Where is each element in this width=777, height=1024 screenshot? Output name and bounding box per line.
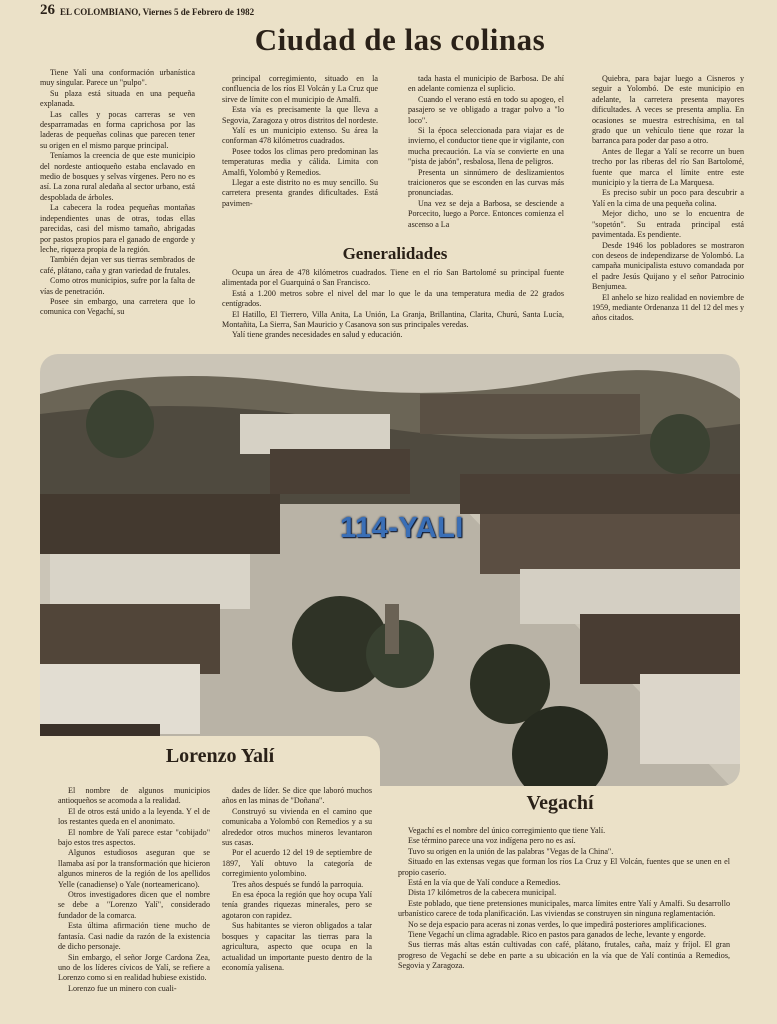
paragraph: Sus habitantes se vieron obligados a talar bosques y capacitar las tierras para la agricultura, aspecto que ocupa en la actualidad un importante puesto dentro de la economía yalisena. (222, 921, 372, 972)
paragraph: Desde 1946 los pobladores se mostraron con deseos de independizarse de Yolombó. La campaña municipalista estuvo comandada por el padre Jesús Quijano y el señor Patrocinio Benjumea. (592, 240, 744, 292)
paragraph: Una vez se deja a Barbosa, se desciende a Porcecito, luego a Porce. Entonces comienza el ascenso a La (408, 198, 564, 229)
paragraph: Tiene Yalí una conformación urbanística muy singular. Parece un "pulpo". (40, 68, 195, 88)
paragraph: tada hasta el municipio de Barbosa. De ahí en adelante comienza el suplicio. (408, 74, 564, 94)
paragraph: Tiene Vegachí un clima agradable. Rico en pastos para ganados de leche, levante y engorde. (408, 930, 706, 940)
paragraph: Yalí tiene grandes necesidades en salud y educación. (232, 330, 403, 340)
paragraph: El nombre de algunos municipios antioqueños se acomoda a la realidad. (58, 786, 210, 806)
paragraph: En esa época la región que hoy ocupa Yalí tenía grandes riquezas minerales, pero se agotaron con rapidez. (222, 890, 372, 920)
generalidades-text (222, 268, 564, 350)
masthead: EL COLOMBIANO, Viernes 5 de Febrero de 1982 (60, 7, 255, 17)
paragraph: Mejor dicho, uno se lo encuentra de "sopetón". Su entrada principal está pavimentada. Es pendiente. (592, 209, 744, 240)
paragraph: El anhelo se hizo realidad en noviembre de 1959, mediante Ordenanza 11 del 12 del mes y años citados. (592, 292, 744, 323)
paragraph: Ocupa un área de 478 kilómetros cuadrados. Tiene en el río San Bartolomé su principal fuente alimentada por el Guarquiná o San Francisco. (222, 268, 564, 288)
paragraph: El de otros está unido a la leyenda. Y el de los restantes queda en el anonimato. (58, 806, 210, 827)
article-column-1 (40, 68, 195, 350)
vegachi-title: Vegachí (526, 792, 594, 814)
paragraph: Dista 17 kilómetros de la cabecera municipal. (408, 888, 557, 898)
paragraph: Esta vía es precisamente la que lleva a Segovia, Zaragoza y otros distritos del nordeste. (222, 105, 378, 125)
paragraph: Como otros municipios, sufre por la falta de vías de penetración. (40, 276, 195, 296)
paragraph: Teníamos la creencia de que este municipio del nordeste antioqueño estaba enclavado en medio de bosques y selvas vírgenes. Pero no es así. La zona rural aledaña al sector urbano, está despoblada de árboles. (40, 151, 195, 202)
paragraph: Cuando el verano está en todo su apogeo, el pasajero se ve obligado a tragar polvo a "lo loco". (408, 94, 564, 125)
paragraph: dades de líder. Se dice que laboró muchos años en las minas de "Doñana". (222, 786, 372, 806)
article-column-4 (592, 74, 744, 350)
paragraph: Está a 1.200 metros sobre el nivel del mar lo que le da una temperatura media de 22 grados centígrados. (222, 288, 564, 309)
paragraph: Si la época seleccionada para viajar es de invierno, el conductor tiene que ir vigilante, con mucha precaución. La vía se convierte en una "pista de jabón", resbalosa, llena de peligros. (408, 126, 564, 167)
paragraph: Esta última afirmación tiene mucho de fantasía. Casi nadie da razón de la existencia de dicho personaje. (58, 921, 210, 952)
article-column-2 (222, 74, 378, 238)
paragraph: principal corregimiento, situado en la confluencia de los ríos El Volcán y La Cruz que sirve de límite con el municipio de Amalfi. (222, 74, 378, 104)
paragraph: Sus tierras más altas están cultivadas con café, plátano, frutales, caña, maíz y fríjol. El gran progreso de Vegachí se debe en parte a su ubicación en la vía que de Yalí continúa a Remedios, Segovia y Zaragoza. (398, 940, 730, 971)
photo-label: 114-YALI (340, 512, 464, 544)
paragraph: Tres años después se fundó la parroquia. (232, 879, 364, 889)
paragraph: Ese término parece una voz indígena pero no es así. (408, 836, 576, 846)
paragraph: Quiebra, para bajar luego a Cisneros y seguir a Yolombó. De este municipio en adelante, la carretera presenta mayores dificultades. A veces se presenta amplia. En ocasiones se muestra estrechísima, en tal grado que un vehículo tiene que rozar la barranca para poder dar paso a otro. (592, 74, 744, 146)
page-number: 26 (40, 2, 55, 18)
paragraph: Por el acuerdo 12 del 19 de septiembre de 1897, Yalí obtuvo la categoría de corregimiento yolombino. (222, 848, 372, 879)
paragraph: Presenta un sinnúmero de deslizamientos traicioneros que se esconden en las curvas más pronunciadas. (408, 167, 564, 198)
paragraph: El Hatillo, El Tierrero, Villa Anita, La Unión, La Granja, Brillantina, Clarita, Churú, Santa Lucía, Montañita, La Sierra, San Mauricio y Casanova son sus principales veredas. (222, 309, 564, 330)
paragraph: Otros investigadores dicen que el nombre se debe a "Lorenzo Yalí", considerado fundador de la comarca. (58, 890, 210, 920)
paragraph: Llegar a este distrito no es muy sencillo. Su carretera presenta grandes dificultades. Está pavimen- (222, 178, 378, 208)
lorenzo-column-b (222, 786, 372, 1020)
lorenzo-column-a (58, 786, 210, 1020)
paragraph: Sin embargo, el señor Jorge Cardona Zea, uno de los líderes cívicos de Yalí, se refiere a Lorenzo como si en realidad hubiese existido. (58, 952, 210, 983)
paragraph: Tuvo su origen en la unión de las palabras "Vegas de la China". (408, 846, 614, 856)
article-column-3 (408, 74, 564, 238)
paragraph: Yalí es un municipio extenso. Su área la conforman 478 kilómetros cuadrados. (222, 126, 378, 146)
paragraph: Posee sin embargo, una carretera que lo comunica con Vegachí, su (40, 296, 195, 317)
generalidades-title: Generalidades (342, 244, 448, 263)
paragraph: Posee todos los climas pero predominan las temperaturas media y cálida. Limita con Amalfi, Yolombó y Remedios. (222, 146, 378, 177)
paragraph: También dejan ver sus tierras sembrados de café, plátano, caña y gran variedad de frutales. (40, 255, 195, 275)
paragraph: Este poblado, que tiene pretensiones municipales, marca límites entre Yalí y Amalfi. Su desarrollo urbanístico carece de toda planificación. Las viviendas se construyen sin ninguna reglamentación. (398, 898, 730, 919)
lorenzo-title: Lorenzo Yalí (165, 745, 275, 767)
town-photo (40, 354, 740, 786)
paragraph: Situado en las extensas vegas que forman los ríos La Cruz y El Volcán, fuentes que se unen en el propio caserío. (398, 857, 730, 877)
paragraph: Las calles y pocas carreras se ven desparramadas en forma caprichosa por las laderas de pequeñas colinas que parecen tener su origen en el mismo parque principal. (40, 109, 195, 150)
paragraph: Está en la vía que de Yalí conduce a Remedios. (408, 878, 561, 888)
paragraph: Lorenzo fue un minero con cuali- (68, 983, 177, 993)
paragraph: El nombre de Yalí parece estar "cobijado" bajo estos tres aspectos. (58, 827, 210, 848)
paragraph: Algunos estudiosos aseguran que se llamaba así por la transformación que hicieron algunos mineros de la región de los apellidos Yelle (canadiense) o Yale (norteamericano). (58, 848, 210, 889)
paragraph: Antes de llegar a Yalí se recorre un buen trecho por las riberas del río San Bartolomé, fuente que marca el límite entre este municipio y la tierra de La Marquesa. (592, 146, 744, 188)
vegachi-text (398, 826, 730, 1020)
headline: Ciudad de las colinas (254, 22, 546, 57)
paragraph: La cabecera la rodea pequeñas montañas independientes unas de otras, todas ellas parecidas, casi del mismo tamaño, abrigadas por pastos propios para el ganado de engorde y leche, riqueza propia de la región. (40, 203, 195, 254)
paragraph: Vegachí es el nombre del único corregimiento que tiene Yalí. (408, 826, 606, 835)
paragraph: No se deja espacio para aceras ni zonas verdes, lo que impedirá posteriores amplificaciones. (408, 919, 707, 929)
paragraph: Construyó su vivienda en el camino que comunicaba a Yolombó con Remedios y a su alrededor otros muchos mineros levantaron sus casas. (222, 806, 372, 848)
paragraph: Su plaza está situada en una pequeña explanada. (40, 88, 195, 109)
paragraph: Es preciso subir un poco para descubrir a Yalí en la cima de una pequeña colina. (592, 188, 744, 208)
